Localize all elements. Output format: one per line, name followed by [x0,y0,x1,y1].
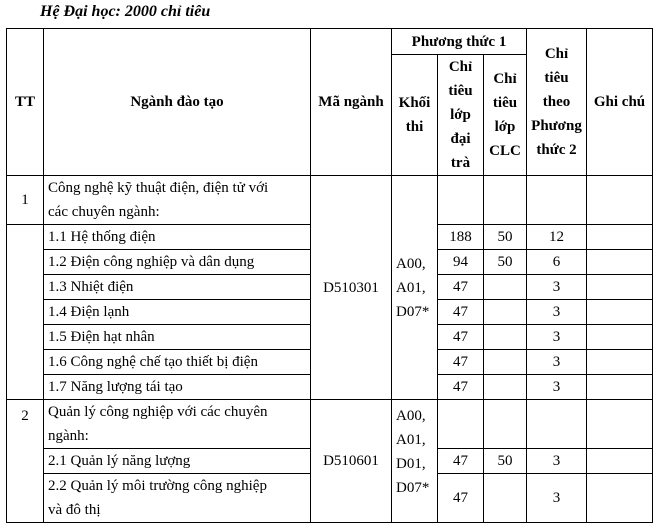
header-ma-nganh: Mã ngành [311,29,392,176]
group2-code: D510601 [311,400,392,523]
group2-dai-tra-empty [438,400,484,449]
table-row-ghi-chu [587,474,653,523]
group2-pt2-empty [527,400,587,449]
table-row-dai-tra: 47 [438,325,484,350]
table-row-ghi-chu [587,449,653,474]
header-dai-tra-line: Chỉ [448,59,473,75]
header-phuong-thuc-2 [527,29,587,176]
table-row-pt2: 3 [527,474,587,523]
table-row-name: 1.5 Điện hạt nhân [44,325,311,350]
table-row-name: 2.1 Quản lý năng lượng [44,449,311,474]
header-clc-line: lớp [494,119,516,135]
group1-name [44,176,311,225]
table-row-ghi-chu [587,275,653,300]
header-chi-tieu-dai-tra [438,55,484,176]
table-row-clc [484,350,527,375]
group1-khoi-line: A01, [396,279,426,296]
header-pt2-line: theo [542,94,571,110]
table-row-name: 1.1 Hệ thống điện [44,225,311,250]
table-row-pt2: 6 [527,250,587,275]
header-chi-tieu-clc [484,55,527,176]
table-row-name: 1.7 Năng lượng tái tạo [44,375,311,400]
table-row-dai-tra: 94 [438,250,484,275]
group1-tt-empty [7,225,44,400]
table-row-ghi-chu [587,375,653,400]
group1-khoi-line: A00, [396,255,426,272]
table-row-dai-tra: 47 [438,375,484,400]
table-row-name: 1.2 Điện công nghiệp và dân dụng [44,250,311,275]
group2-clc-empty [484,400,527,449]
table-row-name [44,474,311,523]
group1-pt2-empty [527,176,587,225]
table-row-dai-tra: 47 [438,275,484,300]
table-row-dai-tra: 188 [438,225,484,250]
group1-dai-tra-empty [438,176,484,225]
header-dai-tra-line: trà [450,155,471,171]
header-dai-tra-line: lớp [450,107,471,123]
table-row-ghi-chu [587,300,653,325]
table-row-name: 1.4 Điện lạnh [44,300,311,325]
header-pt2-line: Chỉ [544,46,569,62]
table-row-dai-tra: 47 [438,300,484,325]
page-heading: Hệ Đại học: 2000 chỉ tiêu [40,3,211,20]
table-row-ghi-chu [587,350,653,375]
group2-name [44,400,311,449]
group1-name-line: các chuyên ngành: [48,204,160,220]
header-khoi-line: thi [405,119,424,135]
table-row-dai-tra: 47 [438,449,484,474]
table-row-pt2: 3 [527,350,587,375]
group1-ghi-chu-empty [587,176,653,225]
table-row-clc [484,375,527,400]
group2-tt: 2 [7,400,44,523]
header-tt: TT [7,29,44,176]
header-dai-tra-line: đại [450,131,471,147]
table-row-pt2: 3 [527,300,587,325]
group2-khoi-line: A01, [396,432,426,448]
table-row-name-line: và đô thị [48,502,101,518]
table-row-name: 1.3 Nhiệt điện [44,275,311,300]
group2-ghi-chu-empty [587,400,653,449]
table-row-clc: 50 [484,250,527,275]
header-ghi-chu: Ghi chú [587,29,653,176]
admission-quota-table [6,28,653,523]
header-clc-line: tiêu [492,95,518,111]
table-row-pt2: 3 [527,375,587,400]
table-row-dai-tra: 47 [438,474,484,523]
table-row-clc [484,275,527,300]
table-row-pt2: 3 [527,449,587,474]
header-khoi-thi [392,55,438,176]
group2-khoi-thi [392,400,438,523]
header-khoi-line: Khối [398,95,431,111]
table-row-ghi-chu [587,225,653,250]
group1-tt: 1 [7,176,44,225]
group1-khoi-thi [392,176,438,400]
table-row-pt2: 12 [527,225,587,250]
header-pt2-line: tiêu [544,70,569,86]
group2-name-line: Quản lý công nghiệp với các chuyên [48,404,268,420]
header-clc-line: CLC [489,143,521,159]
table-row-name-line: 2.2 Quản lý môi trường công nghiệp [48,478,267,494]
header-nganh: Ngành đào tạo [44,29,311,176]
table-row-pt2: 3 [527,275,587,300]
header-pt2-line: Phương [531,118,582,134]
table-row-clc: 50 [484,225,527,250]
header-clc-line: Chỉ [493,71,517,87]
table-row-clc [484,325,527,350]
group2-name-line: ngành: [48,428,89,444]
header-dai-tra-line: tiêu [448,83,473,99]
table-row-clc [484,300,527,325]
table-row-ghi-chu [587,325,653,350]
group1-name-line: Công nghệ kỹ thuật điện, điện tử với [48,180,269,196]
group1-clc-empty [484,176,527,225]
table-row-clc: 50 [484,449,527,474]
header-phuong-thuc-1: Phương thức 1 [392,29,527,55]
group2-khoi-line: D07* [396,480,430,496]
table-row-dai-tra: 47 [438,350,484,375]
header-pt2-line: thức 2 [536,142,577,158]
group2-khoi-line: D01, [396,456,426,472]
group1-code: D510301 [311,176,392,400]
table-row-pt2: 3 [527,325,587,350]
table-row-name: 1.6 Công nghệ chế tạo thiết bị điện [44,350,311,375]
group2-khoi-line: A00, [396,408,426,424]
group1-khoi-line: D07* [396,303,430,320]
table-row-clc [484,474,527,523]
table-row-ghi-chu [587,250,653,275]
